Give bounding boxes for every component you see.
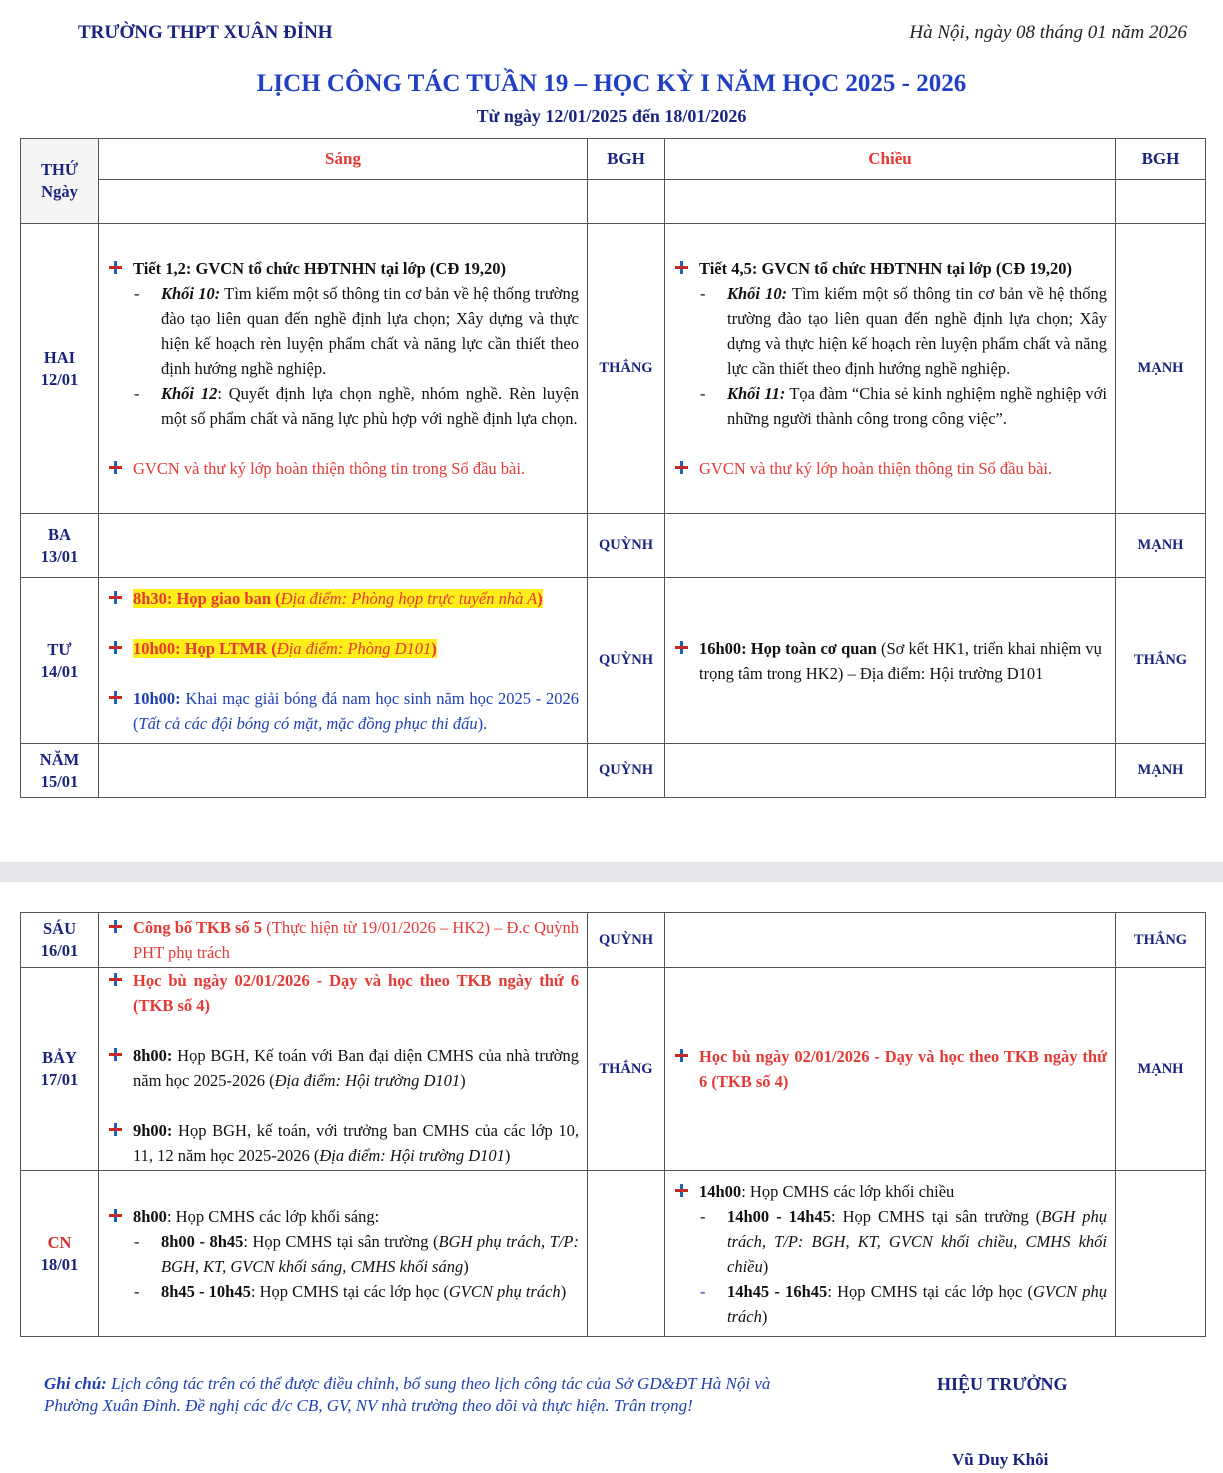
event-text: )	[537, 588, 543, 608]
morning-cell-monday	[99, 224, 588, 514]
day-cell-sunday	[21, 1171, 99, 1337]
morning-cell-friday	[99, 913, 588, 968]
event-title: 8h00	[133, 1206, 167, 1226]
event-time: 14h00 - 14h45	[727, 1206, 831, 1226]
header-morning: Sáng	[99, 139, 588, 180]
event-text: Tìm kiếm một số thông tin cơ bản về hệ thống trường đào tạo liên quan đến nghề định lựa chọn; Xây dựng và thực hiện kế hoạch rèn luyện phẩm chất và năng lực cần thiết theo định hướng nghề nghiệp.	[727, 284, 1108, 378]
event-note: GVCN phụ trách	[448, 1281, 561, 1301]
signature-name: Vũ Duy Khôi	[952, 1450, 1049, 1469]
afternoon-cell-thursday	[665, 744, 1116, 798]
day-label: BẢY	[42, 1048, 77, 1067]
bullet-icon	[109, 973, 122, 986]
event-title: 9h00:	[133, 1121, 173, 1140]
event-text: (Sơ kết HK1, triển khai nhiệm vụ trọng tâm trong HK2) – Địa điểm: Hội trường D101	[699, 638, 1102, 683]
header-date-label: Ngày	[41, 182, 78, 201]
bullet-icon	[675, 261, 688, 274]
bgh-cell-wednesday-am: QUỲNH	[588, 578, 665, 744]
header-empty-cell	[588, 180, 665, 224]
day-cell-saturday	[21, 968, 99, 1171]
bullet-icon	[109, 261, 122, 274]
bullet-icon	[675, 641, 688, 654]
event-note: GVCN phụ trách	[727, 1281, 1107, 1326]
event-title: 10h00:	[133, 688, 181, 708]
dash-marker: -	[700, 284, 706, 303]
header-bgh-afternoon: BGH	[1116, 139, 1206, 180]
event-note: Tất cả các đội bóng có mặt, mặc đồng phục thi đấu	[138, 713, 478, 733]
morning-cell-saturday	[99, 968, 588, 1171]
bullet-icon	[109, 1209, 122, 1222]
grade-label: Khối 10:	[727, 284, 788, 303]
event-text: : Họp CMHS các lớp khối chiều	[741, 1181, 955, 1201]
date-label: 12/01	[40, 369, 79, 389]
afternoon-cell-friday	[665, 913, 1116, 968]
event-title: Học bù ngày 02/01/2026 - Dạy và học theo TKB ngày thứ 6 (TKB số 4)	[133, 971, 579, 1015]
morning-cell-tuesday	[99, 514, 588, 578]
event-title: Tiết 4,5: GVCN tổ chức HĐTNHN tại lớp (CĐ 19,20)	[699, 259, 1072, 278]
event-note: BGH phụ trách, T/P: BGH, KT, GVCN khối sáng, CMHS khối sáng	[161, 1231, 579, 1276]
bullet-icon	[675, 1049, 688, 1062]
bullet-icon	[109, 1048, 122, 1061]
event-location: Địa điểm: Phòng họp trực tuyến nhà A	[280, 588, 538, 608]
school-name: TRƯỜNG THPT XUÂN ĐỈNH	[78, 22, 333, 43]
bgh-cell-friday-pm: THẮNG	[1116, 913, 1206, 968]
bullet-icon	[109, 920, 122, 933]
event-text: )	[761, 1306, 768, 1326]
date-label: 13/01	[40, 546, 79, 566]
date-label: 15/01	[40, 771, 79, 791]
afternoon-cell-saturday	[665, 968, 1116, 1171]
event-title: Học bù ngày 02/01/2026 - Dạy và học theo TKB ngày thứ 6 (TKB số 4)	[699, 1047, 1107, 1091]
event-text: )	[762, 1256, 769, 1276]
event-text: )	[463, 1256, 469, 1276]
header-afternoon: Chiều	[665, 139, 1116, 180]
day-cell-thursday	[21, 744, 99, 798]
event-note: GVCN và thư ký lớp hoàn thiện thông tin Sổ đầu bài.	[699, 459, 1053, 478]
header-day-label: THỨ	[41, 160, 78, 179]
table-row-friday	[21, 913, 1206, 968]
day-label: BA	[48, 524, 71, 544]
event-time: 14h45 - 16h45	[727, 1281, 828, 1301]
dash-marker: -	[700, 384, 706, 403]
bgh-cell-tuesday-pm: MẠNH	[1116, 514, 1206, 578]
afternoon-cell-monday	[665, 224, 1116, 514]
afternoon-cell-wednesday	[665, 578, 1116, 744]
footer-note	[44, 1373, 824, 1417]
bgh-cell-tuesday-am: QUỲNH	[588, 514, 665, 578]
event-location: Địa điểm: Hội trường D101	[274, 1071, 461, 1090]
schedule-table-part1	[20, 138, 1206, 798]
event-time: 8h45 - 10h45	[161, 1281, 251, 1301]
bullet-icon	[675, 461, 688, 474]
dash-marker: -	[134, 1231, 140, 1251]
bgh-cell-sunday-am	[588, 1171, 665, 1337]
dash-marker: -	[700, 1281, 706, 1301]
bullet-icon	[109, 461, 122, 474]
date-label: 17/01	[40, 1070, 79, 1089]
date-label: 18/01	[40, 1254, 79, 1274]
table-row-monday	[21, 224, 1206, 514]
bgh-cell-friday-am: QUỲNH	[588, 913, 665, 968]
bgh-cell-saturday-am: THẮNG	[588, 968, 665, 1171]
event-note: GVCN và thư ký lớp hoàn thiện thông tin trong Sổ đầu bài.	[133, 459, 526, 478]
bgh-cell-saturday-pm: MẠNH	[1116, 968, 1206, 1171]
table-row-wednesday	[21, 578, 1206, 744]
dash-marker: -	[134, 384, 140, 403]
day-label: HAI	[43, 347, 76, 367]
header-empty-cell	[1116, 180, 1206, 224]
table-row-thursday	[21, 744, 1206, 798]
header-empty-cell	[99, 180, 588, 224]
day-label: NĂM	[39, 749, 80, 769]
day-label: CN	[47, 1232, 72, 1252]
page-title: LỊCH CÔNG TÁC TUẦN 19 – HỌC KỲ I NĂM HỌC 2025 - 2026	[256, 70, 967, 97]
event-text: Họp BGH, kế toán, với trưởng ban CMHS của các lớp 10, 11, 12 năm học 2025-2026 (	[133, 1121, 579, 1165]
page-subtitle: Từ ngày 12/01/2025 đến 18/01/2026	[476, 106, 747, 126]
event-text: : Họp CMHS tại các lớp học (	[250, 1281, 449, 1301]
event-title: 14h00	[699, 1181, 742, 1201]
bgh-cell-monday-am: THẮNG	[588, 224, 665, 514]
day-label: SÁU	[42, 919, 76, 938]
event-text: : Họp CMHS tại sân trường (	[243, 1231, 439, 1251]
event-text: : Họp CMHS các lớp khối sáng:	[166, 1206, 380, 1226]
event-title: 16h00: Họp toàn cơ quan	[699, 638, 877, 658]
header-bgh-morning: BGH	[588, 139, 665, 180]
event-text: )	[560, 1281, 567, 1301]
table-row-sunday	[21, 1171, 1206, 1337]
afternoon-cell-tuesday	[665, 514, 1116, 578]
bullet-icon	[109, 641, 122, 654]
event-time: 8h00 - 8h45	[161, 1231, 244, 1251]
bgh-cell-thursday-pm: MẠNH	[1116, 744, 1206, 798]
event-text: (Thực hiện từ 19/01/2026 – HK2) – Đ.c Quỳnh PHT phụ trách	[133, 918, 579, 962]
note-label: Ghi chú:	[44, 1374, 107, 1393]
day-cell-tuesday	[21, 514, 99, 578]
dash-marker: -	[134, 1281, 140, 1301]
event-text: )	[460, 1071, 466, 1090]
event-text: )	[504, 1146, 511, 1165]
date-line: Hà Nội, ngày 08 tháng 01 năm 2026	[909, 22, 1187, 43]
event-text: : Họp CMHS tại các lớp học (	[827, 1281, 1034, 1301]
event-text: Họp BGH, Kế toán với Ban đại diện CMHS của nhà trường năm học 2025-2026 (	[133, 1046, 579, 1090]
event-text: : Quyết định lựa chọn nghề, nhóm nghề. Rèn luyện một số phẩm chất và năng lực phù hợp với nghề định lựa chọn.	[161, 384, 579, 428]
afternoon-cell-sunday	[665, 1171, 1116, 1337]
dash-marker: -	[134, 284, 140, 303]
morning-cell-sunday	[99, 1171, 588, 1337]
morning-cell-wednesday	[99, 578, 588, 744]
event-title: 10h00: Họp LTMR (	[133, 638, 277, 658]
bullet-icon	[675, 1184, 688, 1197]
date-label: 16/01	[40, 941, 79, 960]
event-note: BGH phụ trách, T/P: BGH, KT, GVCN khối chiều, CMHS khối chiều	[727, 1206, 1107, 1276]
event-location: Địa điểm: Phòng D101	[276, 638, 432, 658]
bullet-icon	[109, 1123, 122, 1136]
bgh-cell-monday-pm: MẠNH	[1116, 224, 1206, 514]
page-break	[0, 862, 1223, 882]
table-row-saturday	[21, 968, 1206, 1171]
header-day-cell	[21, 139, 99, 224]
bullet-icon	[109, 591, 122, 604]
note-text: Lịch công tác trên có thể được điều chỉnh, bổ sung theo lịch công tác của Sở GD&ĐT Hà Nội và Phường Xuân Đỉnh. Đề nghị các đ/c CB, GV, NV nhà trường theo dõi và thực hiện. Trân trọng!	[44, 1374, 771, 1415]
day-cell-monday	[21, 224, 99, 514]
grade-label: Khối 11:	[727, 384, 786, 403]
event-text: )	[431, 638, 437, 658]
event-text: Tọa đàm “Chia sẻ kinh nghiệm nghề nghiệp với những người thành công trong công việc”.	[727, 384, 1107, 428]
bgh-cell-thursday-am: QUỲNH	[588, 744, 665, 798]
event-text: ).	[477, 713, 488, 733]
event-title: 8h00:	[133, 1046, 173, 1065]
dash-marker: -	[700, 1206, 706, 1226]
signature-title: HIỆU TRƯỞNG	[937, 1374, 1068, 1394]
date-label: 14/01	[40, 661, 79, 681]
schedule-table-part2	[20, 912, 1206, 1337]
header-empty-cell	[665, 180, 1116, 224]
day-label: TƯ	[47, 639, 72, 659]
bgh-cell-sunday-pm	[1116, 1171, 1206, 1337]
event-location: Địa điểm: Hội trường D101	[319, 1146, 505, 1165]
grade-label: Khối 10:	[161, 284, 221, 303]
event-text: : Họp CMHS tại sân trường (	[830, 1206, 1042, 1226]
day-cell-wednesday	[21, 578, 99, 744]
event-title: Công bố TKB số 5	[133, 918, 263, 937]
table-row-tuesday	[21, 514, 1206, 578]
bullet-icon	[109, 691, 122, 704]
event-title: Tiết 1,2: GVCN tổ chức HĐTNHN tại lớp (CĐ 19,20)	[133, 259, 506, 278]
event-text: Tìm kiếm một số thông tin cơ bản về hệ thống trường đào tạo liên quan đến nghề định lựa chọn; Xây dựng và thực hiện kế hoạch rèn luyện phẩm chất và năng lực cần thiết theo định hướng nghề nghiệp.	[161, 284, 579, 378]
event-text: Khai mạc giải bóng đá nam học sinh năm học 2025 - 2026 (	[133, 688, 579, 733]
morning-cell-thursday	[99, 744, 588, 798]
day-cell-friday	[21, 913, 99, 968]
event-title: 8h30: Họp giao ban (	[133, 588, 281, 608]
bgh-cell-wednesday-pm: THẮNG	[1116, 578, 1206, 744]
grade-label: Khối 12	[161, 384, 218, 403]
